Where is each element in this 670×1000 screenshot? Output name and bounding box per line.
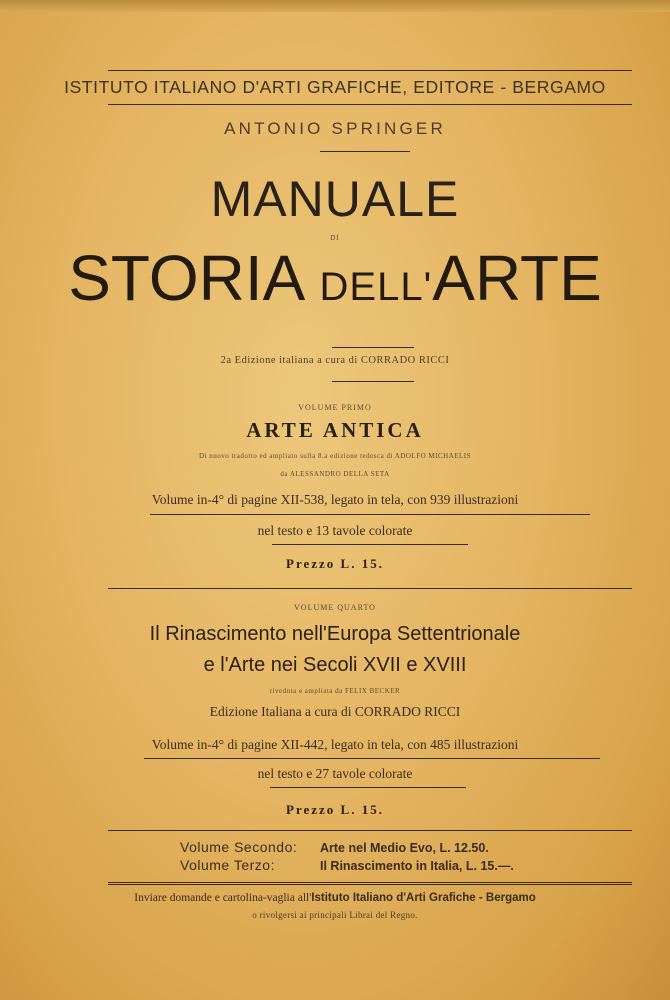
author-rule <box>320 151 410 152</box>
volume4-edition: Edizione Italiana a cura di CORRADO RICCI <box>209 704 461 719</box>
title-di: DI <box>330 234 340 242</box>
footer-order-line <box>0 893 670 905</box>
volume1-note1: Di nuovo tradotto ed ampliato sulla 8.a edizione tedesca di ADOLFO MICHAELIS <box>198 452 472 460</box>
volume-separator-rule <box>108 588 632 589</box>
title-storia-dell-arte <box>0 242 670 314</box>
volume1-title: ARTE ANTICA <box>246 418 424 442</box>
title-dell: DELL' <box>319 265 433 309</box>
footer-order-prefix: Inviare domande e cartolina-vaglia all' <box>134 892 312 904</box>
other-volume-terzo-value: Il Rinascimento in Italia, L. 15.—. <box>320 859 514 873</box>
other-volume-terzo-label: Volume Terzo: <box>180 857 275 873</box>
publisher-line: ISTITUTO ITALIANO D'ARTI GRAFICHE, EDITORE - BERGAMO <box>64 77 606 97</box>
publisher-rule <box>108 104 632 105</box>
title-storia: STORIA <box>68 242 302 314</box>
title-arte: ARTE <box>432 242 602 314</box>
volume4-desc2: nel testo e 27 tavole colorate <box>257 766 413 781</box>
volume4-note: riveduta e ampliata da FELIX BECKER <box>269 687 401 695</box>
volume4-desc2-rule <box>270 787 466 788</box>
title-rule <box>332 347 414 348</box>
footer-double-rule <box>108 882 632 885</box>
other-volume-secondo-value: Arte nel Medio Evo, L. 12.50. <box>320 841 489 855</box>
volume1-label: VOLUME PRIMO <box>298 403 372 412</box>
volume1-desc1-rule <box>150 514 590 515</box>
other-volume-secondo <box>180 840 489 855</box>
author-name: ANTONIO SPRINGER <box>224 119 446 138</box>
volume4-desc1: Volume in-4° di pagine XII-442, legato in tela, con 485 illustrazioni <box>151 737 519 752</box>
page-top-edge <box>0 0 670 12</box>
top-rule <box>108 70 632 71</box>
other-volumes-top-rule <box>108 830 632 831</box>
volume4-label: VOLUME QUARTO <box>294 603 376 612</box>
volume1-desc2-rule <box>272 544 468 545</box>
volume1-price: Prezzo L. 15. <box>286 556 384 571</box>
volume1-note2: da ALESSANDRO DELLA SETA <box>280 470 390 478</box>
volume1-desc2: nel testo e 13 tavole colorate <box>257 523 413 538</box>
footer-booksellers-line: o rivolgersi ai principali Librai del Regno. <box>252 910 418 920</box>
other-volume-terzo <box>180 858 514 873</box>
other-volume-secondo-label: Volume Secondo: <box>180 839 298 855</box>
volume4-title2: e l'Arte nei Secoli XVII e XVIII <box>203 654 467 676</box>
volume4-desc1-rule <box>144 758 600 759</box>
volume1-desc1: Volume in-4° di pagine XII-538, legato in tela, con 939 illustrazioni <box>151 492 519 507</box>
edition-rule <box>332 381 414 382</box>
edition-note: 2a Edizione italiana a cura di CORRADO RICCI <box>220 355 450 366</box>
footer-order-publisher: Istituto Italiano d'Arti Grafiche - Bergamo <box>311 892 536 904</box>
volume4-title1: Il Rinascimento nell'Europa Settentrionale <box>149 623 521 645</box>
volume4-price: Prezzo L. 15. <box>286 802 384 817</box>
title-manuale: MANUALE <box>210 171 460 227</box>
